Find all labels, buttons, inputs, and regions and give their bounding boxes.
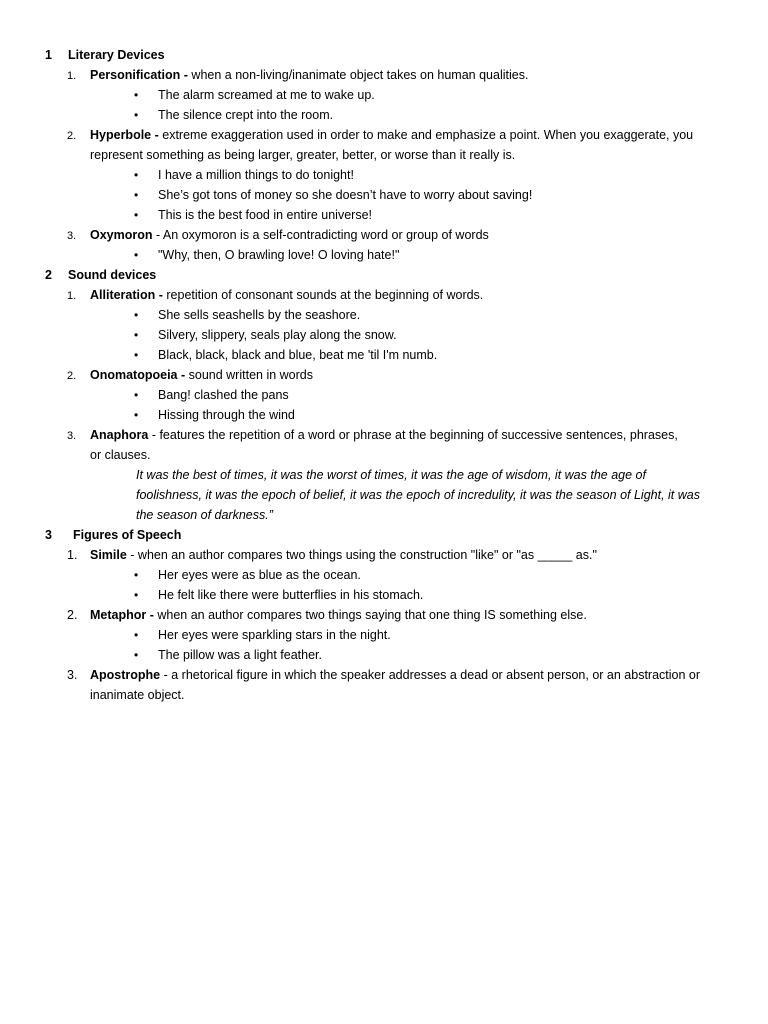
item-definition <box>90 425 678 445</box>
example-text: I have a million things to do tonight! <box>158 168 354 182</box>
bullet-icon: • <box>134 328 139 342</box>
item-definition-continued <box>90 445 150 465</box>
bullet-icon: • <box>134 628 139 642</box>
section-number: 1 <box>45 48 52 62</box>
item-number <box>67 665 77 685</box>
item-definition-continued-text: inanimate object. <box>90 688 185 702</box>
example-text: Her eyes were as blue as the ocean. <box>158 568 361 582</box>
bullet-icon: • <box>134 168 139 182</box>
bullet-icon: • <box>134 308 139 322</box>
item-definition-text: - a rhetorical figure in which the speaker addresses a dead or absent person, or an abstraction or <box>160 668 701 682</box>
example-text: Silvery, slippery, seals play along the snow. <box>158 328 397 342</box>
section-number: 3 <box>45 528 52 542</box>
bullet-icon: • <box>134 588 139 602</box>
example-item <box>158 105 333 125</box>
item-number <box>67 426 76 446</box>
example-text: The alarm screamed at me to wake up. <box>158 88 375 102</box>
item-definition <box>90 125 693 145</box>
item-term: Simile <box>90 548 127 562</box>
bullet-icon: • <box>134 408 139 422</box>
item-number-text: 1. <box>67 290 77 302</box>
item-number-text: 1. <box>67 548 78 562</box>
item-definition <box>90 665 700 685</box>
section-heading <box>45 265 52 285</box>
section-title <box>68 265 156 285</box>
section-title-text: Figures of Speech <box>73 528 182 542</box>
section-title-text: Literary Devices <box>68 48 165 62</box>
item-number-text: 1. <box>67 70 77 82</box>
example-text: Black, black, black and blue, beat me 'til I'm numb. <box>158 348 438 362</box>
item-number-text: 3. <box>67 430 77 442</box>
item-term: Onomatopoeia - <box>90 368 186 382</box>
section-heading <box>45 525 52 545</box>
example-item <box>158 205 372 225</box>
example-text: The silence crept into the room. <box>158 108 334 122</box>
section-title <box>73 525 181 545</box>
bullet-icon: • <box>134 388 139 402</box>
example-item <box>158 585 423 605</box>
item-number <box>67 226 76 246</box>
example-item <box>158 165 354 185</box>
item-definition-text: repetition of consonant sounds at the beginning of words. <box>162 288 484 302</box>
example-item <box>158 345 437 365</box>
item-number <box>67 366 76 386</box>
example-text: She sells seashells by the seashore. <box>158 308 361 322</box>
item-term: Hyperbole - <box>90 128 159 142</box>
quote-text: the season of darkness.” <box>136 508 273 522</box>
example-item <box>158 565 361 585</box>
item-definition-continued-text: or clauses. <box>90 448 151 462</box>
bullet-icon: • <box>134 568 139 582</box>
quote-line <box>136 465 646 485</box>
example-item <box>158 625 391 645</box>
example-item <box>158 385 289 405</box>
item-definition-continued <box>90 685 185 705</box>
example-text: Hissing through the wind <box>158 408 295 422</box>
item-number-text: 3. <box>67 668 78 682</box>
item-number <box>67 66 76 86</box>
bullet-icon: • <box>134 208 139 222</box>
quote-text: foolishness, it was the epoch of belief, it was the epoch of incredulity, it was the season of Light, it was <box>136 488 700 502</box>
bullet-icon: • <box>134 648 139 662</box>
bullet-icon: • <box>134 348 139 362</box>
item-definition <box>90 545 597 565</box>
example-item <box>158 305 360 325</box>
item-definition <box>90 225 489 245</box>
item-term: Alliteration - <box>90 288 163 302</box>
item-number-text: 2. <box>67 608 78 622</box>
section-heading <box>45 45 52 65</box>
bullet-icon: • <box>134 248 139 262</box>
example-item <box>158 645 322 665</box>
example-item <box>158 405 295 425</box>
quote-line <box>136 485 700 505</box>
example-text: She’s got tons of money so she doesn’t have to worry about saving! <box>158 188 533 202</box>
item-definition-text: when a non-living/inanimate object takes on human qualities. <box>187 68 529 82</box>
item-number <box>67 605 77 625</box>
quote-text: It was the best of times, it was the worst of times, it was the age of wisdom, it was the age of <box>136 468 646 482</box>
item-definition-text: when an author compares two things saying that one thing IS something else. <box>153 608 587 622</box>
section-number: 2 <box>45 268 52 282</box>
item-definition <box>90 65 528 85</box>
item-definition-text: - features the repetition of a word or phrase at the beginning of successive sentences, phrases, <box>148 428 678 442</box>
section-title <box>68 45 165 65</box>
item-term: Apostrophe <box>90 668 161 682</box>
item-definition <box>90 605 587 625</box>
item-definition-continued-text: represent something as being larger, greater, better, or worse than it really is. <box>90 148 516 162</box>
example-item <box>158 325 397 345</box>
bullet-icon: • <box>134 188 139 202</box>
item-term: Personification - <box>90 68 188 82</box>
example-item <box>158 85 375 105</box>
item-number-text: 3. <box>67 230 77 242</box>
item-definition-text: extreme exaggeration used in order to make and emphasize a point. When you exaggerate, you <box>158 128 694 142</box>
item-definition-text: sound written in words <box>185 368 313 382</box>
item-term: Anaphora <box>90 428 149 442</box>
bullet-icon: • <box>134 108 139 122</box>
example-text: "Why, then, O brawling love! O loving hate!" <box>158 248 400 262</box>
item-number <box>67 286 76 306</box>
item-term: Oxymoron <box>90 228 153 242</box>
item-number <box>67 545 77 565</box>
quote-line <box>136 505 273 525</box>
item-definition <box>90 285 483 305</box>
example-text: This is the best food in entire universe! <box>158 208 373 222</box>
example-item <box>158 245 399 265</box>
bullet-icon: • <box>134 88 139 102</box>
item-definition <box>90 365 313 385</box>
example-item <box>158 185 532 205</box>
item-number-text: 2. <box>67 370 77 382</box>
item-number-text: 2. <box>67 130 77 142</box>
example-text: The pillow was a light feather. <box>158 648 322 662</box>
item-number <box>67 126 76 146</box>
item-term: Metaphor - <box>90 608 154 622</box>
item-definition-text: - when an author compares two things using the construction "like" or "as _____ as." <box>126 548 597 562</box>
example-text: He felt like there were butterflies in his stomach. <box>158 588 424 602</box>
example-text: Bang! clashed the pans <box>158 388 289 402</box>
example-text: Her eyes were sparkling stars in the night. <box>158 628 391 642</box>
item-definition-continued <box>90 145 515 165</box>
item-definition-text: - An oxymoron is a self-contradicting word or group of words <box>152 228 489 242</box>
section-title-text: Sound devices <box>68 268 157 282</box>
